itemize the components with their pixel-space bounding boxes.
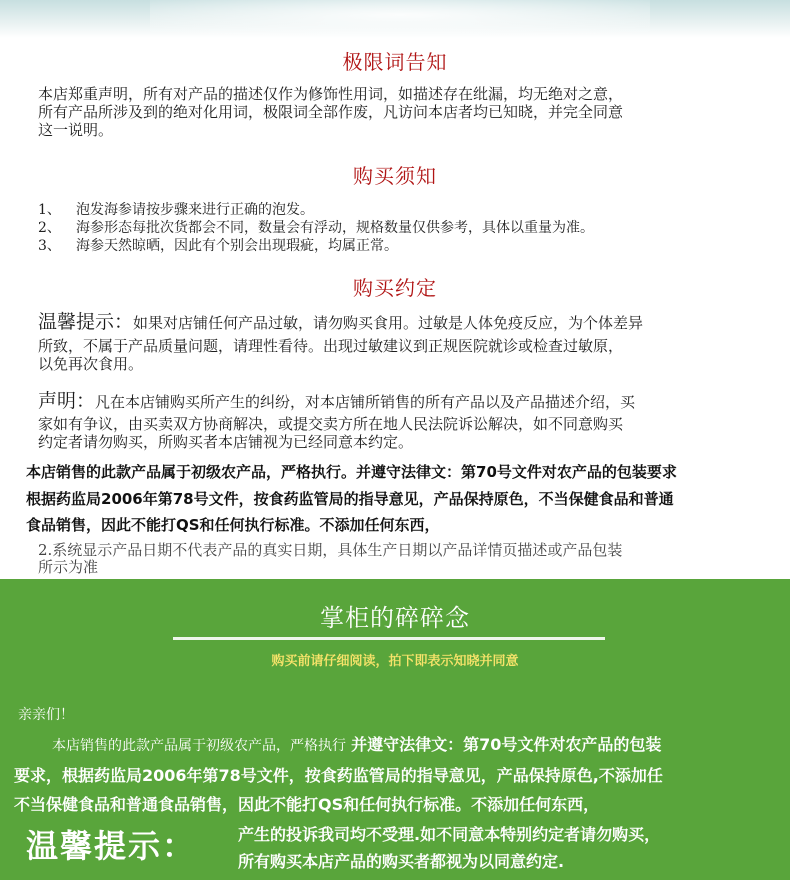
tip-line: 以免再次食用。: [38, 355, 144, 373]
purchase-item: [38, 220, 594, 237]
notice-line: 所有产品所涉及到的绝对化用词，极限词全部作废，凡访问本店者均已知晓，并完全同意: [38, 103, 624, 121]
tip-label: 温馨提示：: [38, 311, 134, 333]
read-before-buying-note: 购买前请仔细阅读，拍下即表示知晓并同意: [271, 654, 519, 669]
purchase-item-text: 泡发海参请按步骤来进行正确的泡发。: [76, 202, 314, 218]
statement-line: 家如有争议，由买卖双方协商解决，或提交卖方所在地人民法院诉讼解决，如不同意购买: [38, 415, 624, 433]
green-tip-line: 所有购买本店产品的购买者都视为以同意约定.: [238, 852, 565, 871]
statement-text: 凡在本店铺购买所产生的纠纷，对本店铺所销售的所有产品以及产品描述介绍，买: [95, 393, 636, 411]
greeting: 亲亲们！: [18, 707, 74, 723]
shopkeeper-notes-title: 掌柜的碎碎念: [320, 604, 470, 632]
notice-line: 本店郑重声明，所有对产品的描述仅作为修饰性用词，如描述存在纰漏，均无绝对之意，: [38, 85, 624, 103]
purchase-item: [38, 202, 314, 219]
tip-line: [38, 311, 644, 333]
statement-line: [38, 390, 636, 412]
purchase-item-number: 3、: [38, 238, 61, 254]
green-tip-line: 产生的投诉我司均不受理.如不同意本特别约定者请勿购买，: [238, 825, 661, 844]
green-notice-bold-text: 并遵守法律文：第70号文件对农产品的包装: [351, 735, 662, 754]
tip-text: 如果对店铺任何产品过敏，请勿购买食用。过敏是人体免疫反应，为个体差异: [133, 314, 644, 332]
green-notice-line: 要求，根据药监局2006年第78号文件，按食药监管局的指导意见，产品保持原色,不添加任: [14, 766, 663, 785]
statement-label: 声明：: [38, 390, 96, 412]
purchase-item: [38, 238, 398, 255]
tip-line: 所致，不属于产品质量问题，请理性看待。出现过敏建议到正规医院就诊或检查过敏原，: [38, 337, 624, 355]
purchase-item-text: 海参形态每批次货都会不同，数量会有浮动，规格数量仅供参考，具体以重量为准。: [76, 220, 594, 236]
green-notice-line: [52, 732, 661, 755]
green-notice-thin-text: 本店销售的此款产品属于初级农产品，严格执行: [52, 738, 346, 754]
green-tip-label: 温馨提示：: [26, 827, 197, 865]
date-note-line: 所示为准: [38, 558, 99, 576]
purchase-title: 购买须知: [353, 164, 437, 188]
green-notice-line: 不当保健食品和普通食品销售，因此不能打QS和任何执行标准。不添加任何东西，: [14, 795, 600, 814]
notice-title: 极限词告知: [342, 50, 448, 74]
shopkeeper-notes-panel: [0, 579, 790, 880]
date-note-line: 2.系统显示产品日期不代表产品的真实日期，具体生产日期以产品详情页描述或产品包装: [38, 541, 623, 559]
bold-notice-line: 本店销售的此款产品属于初级农产品，严格执行。并遵守法律文：第70号文件对农产品的包装要求: [26, 463, 677, 481]
top-banner-decoration: [0, 0, 790, 38]
agreement-title: 购买约定: [353, 276, 437, 300]
bold-notice-line: 根据药监局2006年第78号文件，按食药监管局的指导意见，产品保持原色，不当保健食品和普通: [26, 490, 674, 508]
title-divider: [173, 637, 605, 640]
purchase-item-number: 2、: [38, 220, 61, 236]
notice-line: 这一说明。: [38, 121, 114, 139]
statement-line: 约定者请勿购买，所购买者本店铺视为已经同意本约定。: [38, 433, 414, 451]
bold-notice-line: 食品销售，因此不能打QS和任何执行标准。不添加任何东西，: [26, 516, 440, 534]
purchase-item-number: 1、: [38, 202, 61, 218]
purchase-item-text: 海参天然晾晒，因此有个别会出现瑕疵，均属正常。: [76, 238, 398, 254]
